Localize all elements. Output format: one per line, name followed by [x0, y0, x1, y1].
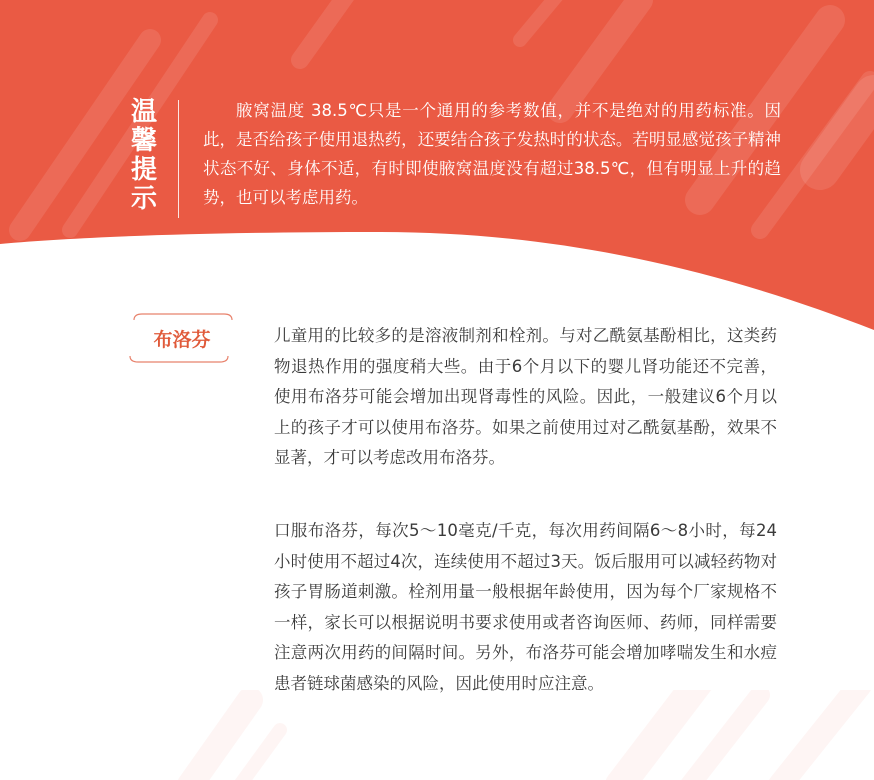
tip-divider: [178, 100, 179, 218]
tip-title-char: 提: [130, 155, 157, 185]
tip-title-char: 温: [130, 97, 157, 127]
tip-banner: [0, 0, 874, 330]
tip-title: [128, 98, 160, 214]
section-tag-label: 布洛芬: [153, 329, 211, 351]
section-paragraph: 口服布洛芬，每次5～10毫克/千克，每次用药间隔6～8小时，每24小时使用不超过4次，连续使用不超过3天。饭后服用可以减轻药物对孩子胃肠道刺激。栓剂用量一般根据年龄使用，因为每个厂家规格不一样，家长可以根据说明书要求使用或者咨询医师、药师，同样需要注意两次用药的间隔时间。另外，布洛芬可能会增加哮喘发生和水痘患者链球菌感染的风险，因此使用时应注意。: [274, 521, 777, 693]
section-tag: [128, 312, 236, 364]
bottom-decoration: [0, 690, 874, 780]
section-paragraph: 儿童用的比较多的是溶液制剂和栓剂。与对乙酰氨基酚相比，这类药物退热作用的强度稍大些。由于6个月以下的婴儿肾功能还不完善，使用布洛芬可能会增加出现肾毒性的风险。因此，一般建议6个月以上的孩子才可以使用布洛芬。如果之前使用过对乙酰氨基酚，效果不显著，才可以考虑改用布洛芬。: [274, 326, 777, 467]
tip-title-char: 馨: [130, 126, 157, 156]
tip-body: 腋窝温度 38.5℃只是一个通用的参考数值，并不是绝对的用药标准。因此，是否给孩子使用退热药，还要结合孩子发热时的状态。若明显感觉孩子精神状态不好、身体不适，有时即使腋窝温度没有超过38.5℃，但有明显上升的趋势，也可以考虑用药。: [203, 101, 781, 207]
tip-title-char: 示: [130, 184, 157, 214]
